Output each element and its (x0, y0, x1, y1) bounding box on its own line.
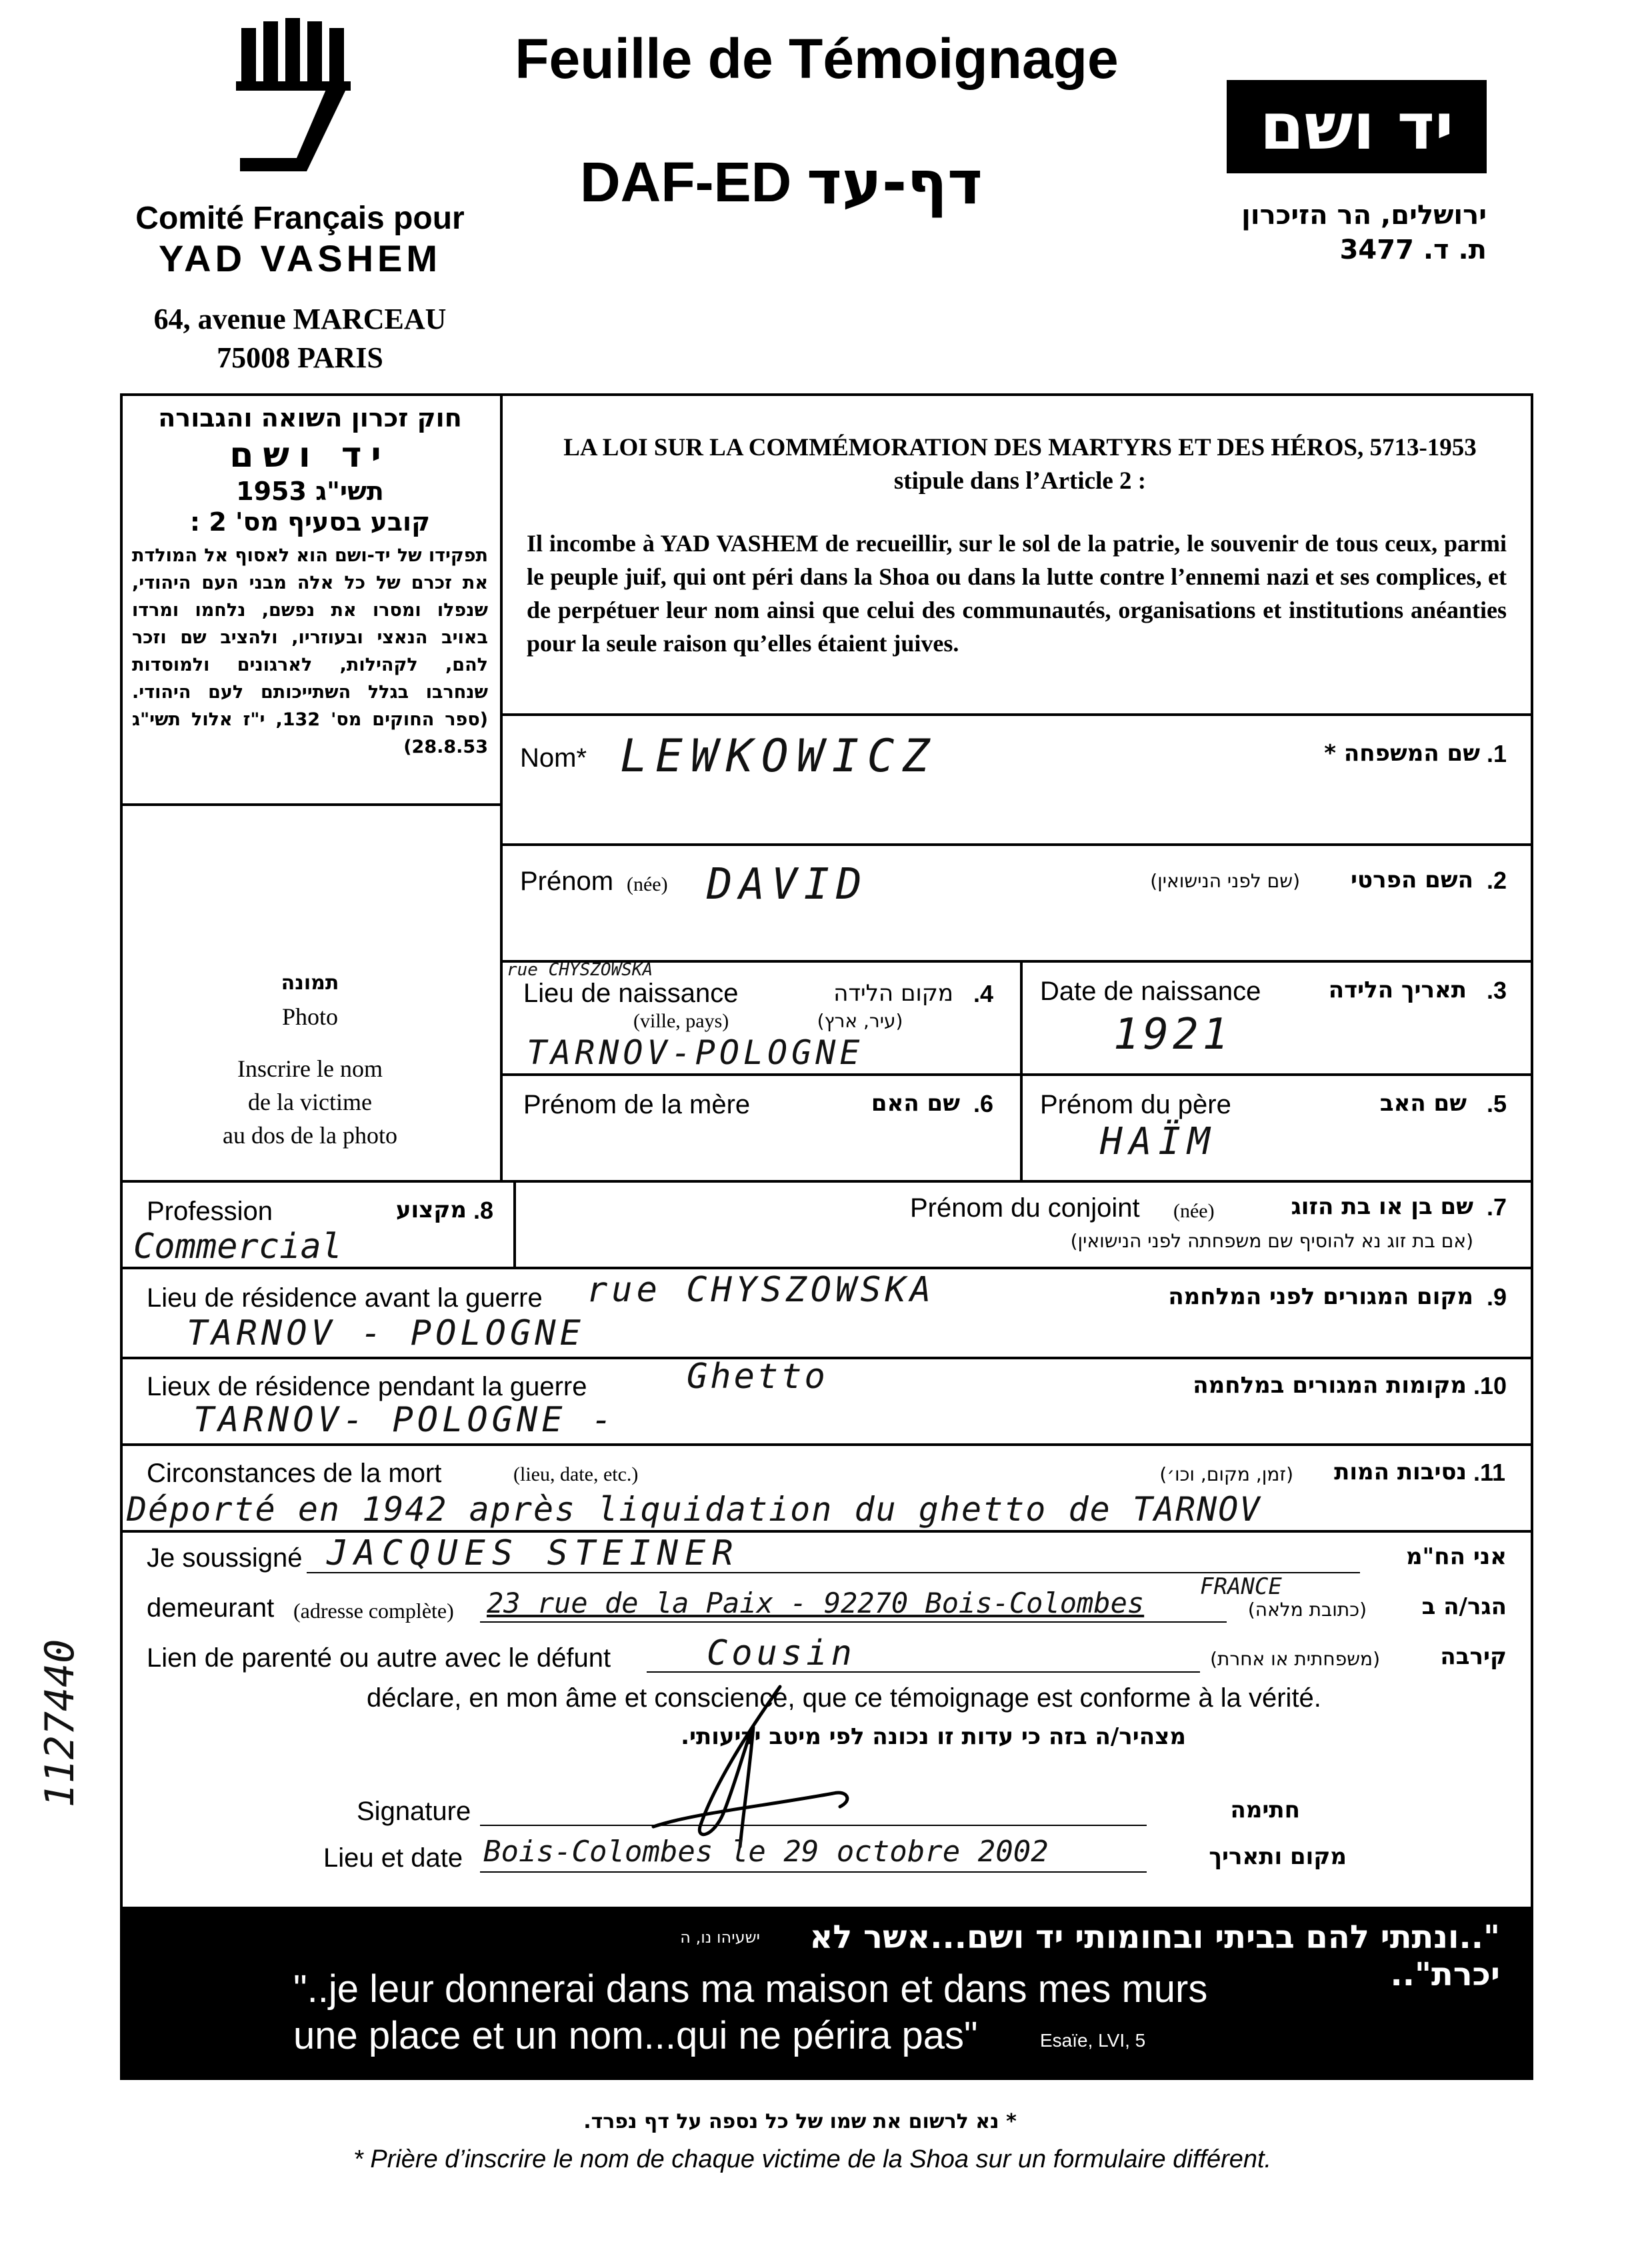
f1-num: .1 (1487, 740, 1507, 767)
lien-label: Lien de parenté ou autre avec le défunt (147, 1643, 611, 1673)
signature-line (480, 1825, 1147, 1826)
law-heb-title4: קובע בסעיף מס' 2 : (189, 507, 431, 537)
law-box-bottom (500, 713, 1533, 716)
f4-value[interactable]: TARNOV-POLOGNE (527, 1033, 864, 1072)
f2-heb-sub: (שם לפני הנישואין) (1150, 870, 1300, 892)
f10-heb: מקומות המגורים במלחמה (1193, 1372, 1467, 1399)
lieu-date-line (480, 1871, 1147, 1873)
law-heb-title3: תשי"ג 1953 (236, 477, 384, 506)
lien-value[interactable]: Cousin (707, 1633, 856, 1673)
banner-heb-ref: ישעיהו נו, ה (680, 1928, 760, 1947)
f9-label: Lieu de résidence avant la guerre (147, 1283, 543, 1313)
declare-fr: déclare, en mon âme et conscience, que ce témoignage est conforme à la vérité. (367, 1683, 1321, 1713)
law-heb-body: תפקידו של יד-ושם הוא לאסוף אל המולדת את זכרם של כל אלה מבני העם היהודי, שנפלו ומסרו את נפשם, נלחמו ומרדו באויב הנאצי ובעוזריו, ולהציב שם וזכר להם, לקהילות, לארגונים ולמוסדות שנחרבו בגלל השתייכותם לעם היהודי. (ספר החוקים מס' 132, י"ז אלול תשי"ג 28.8.53) (132, 545, 489, 757)
address-line1: 64, avenue MARCEAU (153, 303, 447, 335)
f6-label: Prénom de la mère (523, 1090, 751, 1119)
f4-extra[interactable]: rue CHYSZOWSKA (507, 960, 653, 980)
f7-num: .7 (1487, 1193, 1507, 1221)
f8-label: Profession (147, 1197, 273, 1226)
jerusalem-line1: ירושלים, הר הזיכרון (1241, 200, 1487, 231)
photo-note1: Inscrire le nom (237, 1055, 383, 1082)
f9-value2[interactable]: TARNOV - POLOGNE (187, 1313, 585, 1353)
f8-num: .8 (473, 1197, 494, 1224)
f11-heb: נסיבות המות (1334, 1459, 1467, 1485)
left-column-divider (500, 393, 503, 1180)
f3-heb: תאריך הלידה (1328, 977, 1467, 1003)
signature-heb: חתימה (1230, 1797, 1300, 1823)
form-subtitle-latin: DAF-ED (580, 151, 792, 213)
address-line2: 75008 PARIS (217, 341, 383, 374)
f7-bottom-rule (120, 1267, 1533, 1269)
f7-f8-divider (513, 1180, 516, 1267)
f2-heb: השם הפרטי (1351, 867, 1473, 893)
menorah-logo (227, 15, 373, 188)
form-title: Feuille de Témoignage (515, 27, 1119, 90)
lieu-date-heb: מקום ותאריך (1209, 1843, 1347, 1870)
f3-num: .3 (1487, 977, 1507, 1004)
f3-value[interactable]: 1921 (1113, 1010, 1233, 1059)
soussigne-heb: אני הח"מ (1405, 1543, 1507, 1570)
f11-heb-sub: (זמן, מקום, וכו׳) (1159, 1463, 1293, 1485)
form-subtitle-hebrew: דף-עד (807, 148, 983, 218)
f10-label: Lieux de résidence pendant la guerre (147, 1372, 587, 1401)
committee-line2: YAD VASHEM (158, 237, 442, 279)
law-box-hebrew (127, 403, 493, 761)
f3-label: Date de naissance (1040, 977, 1261, 1006)
f11-bottom-rule (120, 1530, 1533, 1533)
f4-label: Lieu de naissance (523, 979, 739, 1008)
f9-heb: מקום המגורים לפני המלחמה (1168, 1283, 1473, 1310)
photo-heb: תמונה (281, 971, 339, 995)
jerusalem-line2: ת. ד. 3477 (1339, 235, 1487, 265)
soussigne-label: Je soussigné (147, 1543, 303, 1573)
f6-heb: שם האם (871, 1090, 960, 1117)
banner-fr-line2: une place et un nom...qui ne périra pas" (293, 2014, 978, 2057)
f7-heb: שם בן או בת הזוג (1291, 1193, 1473, 1220)
law-heb-title1: חוק זכרון השואה והגבורה (158, 403, 462, 433)
quote-banner (120, 1907, 1533, 2080)
demeurant-label: demeurant (147, 1593, 275, 1623)
photo-box-top (120, 803, 503, 806)
photo-box-bottom-rule (120, 1180, 1533, 1183)
f5-value[interactable]: HAÏM (1100, 1120, 1217, 1163)
f10-bottom-rule (120, 1443, 1533, 1446)
f8-value[interactable]: Commercial (133, 1227, 343, 1267)
banner-fr-line1: "..je leur donnerai dans ma maison et dans mes murs (293, 1967, 1208, 2011)
banner-heb-quote: "..ונתתי להם בביתי ובחומותי יד ושם...אשר לא יכרת".. (809, 1919, 1500, 1993)
demeurant-line (480, 1621, 1227, 1623)
lien-heb-sub: (משפחתית או אחרת) (1210, 1648, 1380, 1670)
yad-vashem-logo-box (1227, 80, 1487, 173)
f4-num: .4 (973, 980, 994, 1007)
f1-heb: שם המשפחה * (1324, 740, 1480, 767)
photo-label: Photo (281, 1003, 339, 1030)
margin-number: 1127440 (37, 1639, 83, 1808)
f10-value2[interactable]: TARNOV- POLOGNE - (193, 1400, 617, 1440)
f1-label: Nom* (520, 743, 587, 773)
f2-num: .2 (1487, 867, 1507, 894)
f4-sublabel: (ville, pays) (633, 1010, 729, 1032)
f11-value[interactable]: Déporté en 1942 après liquidation du ghetto de TARNOV (127, 1490, 1261, 1529)
f4-heb-sub: (עיר, ארץ) (817, 1010, 903, 1032)
f6-num: .6 (973, 1090, 994, 1117)
f2-value[interactable]: DAVID (707, 860, 869, 909)
law-fr-title2: stipule dans l’Article 2 : (893, 467, 1147, 495)
f7-heb-sub: (אם בת זוג נא להוסיף שם משפחתה לפני הנישואין) (1070, 1230, 1473, 1252)
f2-bottom-rule (500, 960, 1533, 963)
demeurant-sublabel: (adresse complète) (293, 1599, 454, 1623)
committee-line1: Comité Français pour (135, 201, 465, 236)
f1-bottom-rule (500, 843, 1533, 846)
demeurant-extra[interactable]: FRANCE (1200, 1573, 1282, 1600)
demeurant-heb: הגר/ה ב (1421, 1593, 1507, 1620)
f11-sublabel: (lieu, date, etc.) (513, 1463, 639, 1485)
f9-value1[interactable]: rue CHYSZOWSKA (587, 1270, 935, 1310)
fields-middle-divider (1020, 960, 1023, 1180)
f7-sublabel: (née) (1173, 1200, 1215, 1222)
photo-note3: au dos de la photo (223, 1122, 397, 1149)
f5-heb: שם האב (1379, 1090, 1467, 1117)
f3-f4-bottom-rule (500, 1073, 1533, 1076)
demeurant-value[interactable]: 23 rue de la Paix - 92270 Bois-Colombes (487, 1587, 1145, 1619)
lieu-date-label: Lieu et date (323, 1843, 463, 1873)
f10-num: .10 (1473, 1372, 1507, 1399)
banner-fr-ref: Esaïe, LVI, 5 (1040, 2030, 1146, 2051)
f4-heb: מקום הלידה (833, 980, 953, 1007)
law-fr-body: Il incombe à YAD VASHEM de recueillir, sur le sol de la patrie, le souvenir de tous ceux, parmi le peuple juif, qui ont péri dans la Shoa ou dans la lutte contre l’ennemi nazi et ses complices, et de perpétuer leur nom ainsi que celui des communautés, organisations et institutions anéanties pour la seule raison qu’elles étaient juives. (527, 530, 1507, 657)
signature-label: Signature (357, 1797, 471, 1826)
logo-hebrew-text: יד ושם (1259, 89, 1454, 164)
f5-num: .5 (1487, 1090, 1507, 1117)
f9-num: .9 (1487, 1283, 1507, 1311)
f8-heb: מקצוע (395, 1197, 467, 1223)
f10-value1[interactable]: Ghetto (687, 1357, 828, 1397)
f2-label: Prénom (520, 867, 614, 896)
lien-heb: קירבה (1440, 1643, 1507, 1670)
demeurant-heb-sub: (כתובת מלאה) (1247, 1599, 1367, 1621)
law-fr-title1: LA LOI SUR LA COMMÉMORATION DES MARTYRS ET DES HÉROS, 5713-1953 (563, 434, 1477, 461)
photo-note2: de la victime (248, 1089, 372, 1115)
committee-name (100, 200, 500, 280)
f2-sublabel: (née) (627, 873, 668, 895)
f11-label: Circonstances de la mort (147, 1459, 442, 1488)
declare-heb: מצהיר/ה בזה כי עדות זו נכונה לפי מיטב ידיעותי. (681, 1723, 1186, 1750)
footer-fr-note: * Prière d’inscrire le nom de chaque victime de la Shoa sur un formulaire différent. (353, 2145, 1272, 2173)
committee-address (100, 300, 500, 377)
f11-num: .11 (1473, 1459, 1506, 1486)
law-heb-title2: יד ושם (229, 435, 391, 475)
f5-label: Prénom du père (1040, 1090, 1231, 1119)
soussigne-value[interactable]: JACQUES STEINER (327, 1533, 740, 1573)
footer-heb-note: * נא לרשום את שמו של כל נספה על דף נפרד. (583, 2110, 1017, 2133)
photo-box (127, 967, 493, 1152)
lieu-date-value[interactable]: Bois-Colombes le 29 octobre 2002 (483, 1835, 1049, 1869)
f1-value[interactable]: LEWKOWICZ (620, 730, 938, 783)
f7-label: Prénom du conjoint (910, 1193, 1140, 1223)
